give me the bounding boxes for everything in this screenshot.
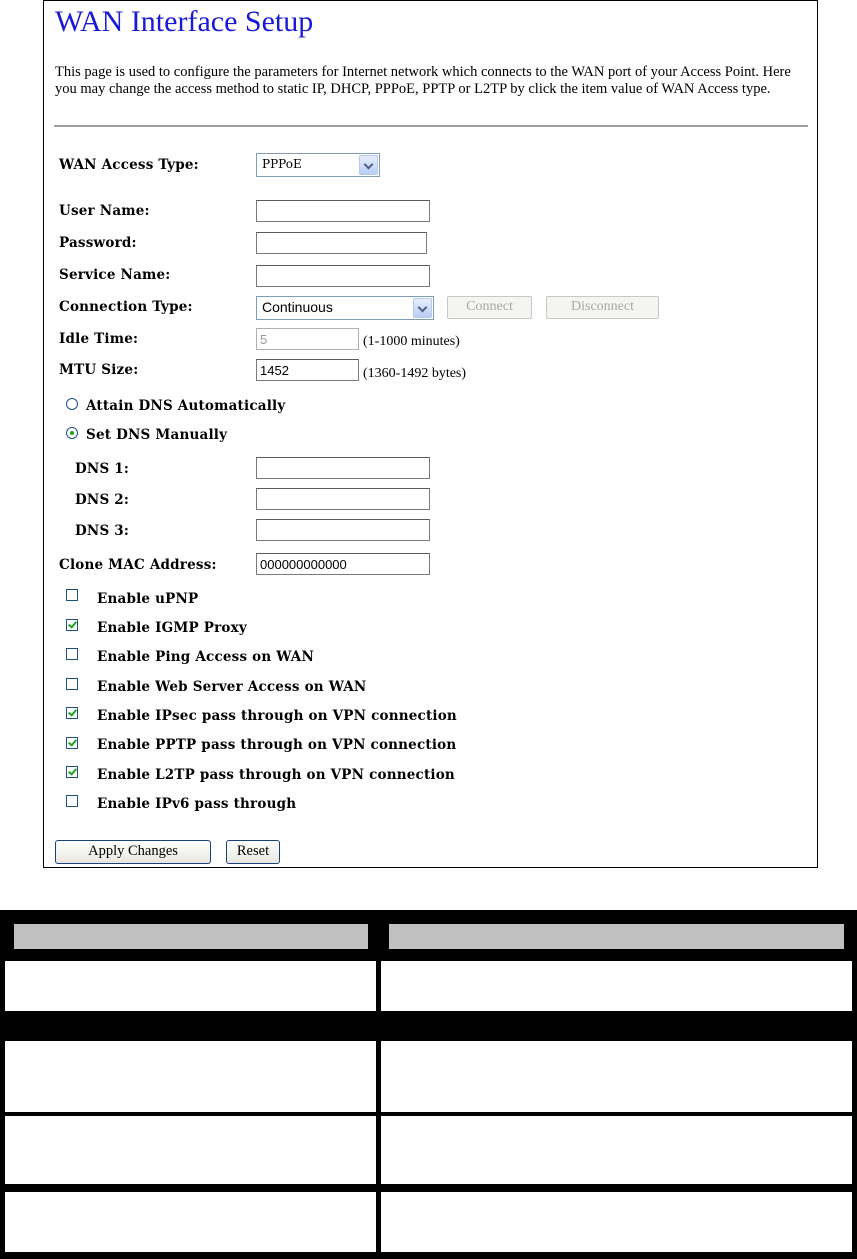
upnp-label: Enable uPNP [97, 591, 199, 607]
ipv6-passthrough-label: Enable IPv6 pass through [97, 796, 297, 812]
mtu-size-input[interactable] [256, 359, 359, 381]
service-name-label: Service Name: [59, 267, 171, 283]
connection-type-label: Connection Type: [59, 299, 193, 315]
mtu-size-hint: (1360-1492 bytes) [363, 366, 467, 381]
apply-changes-button[interactable]: Apply Changes [55, 840, 211, 864]
l2tp-passthrough-label: Enable L2TP pass through on VPN connection [97, 767, 455, 783]
divider [54, 125, 808, 127]
dns-auto-radio[interactable] [66, 398, 78, 410]
dns2-label: DNS 2: [75, 492, 130, 508]
pptp-passthrough-label: Enable PPTP pass through on VPN connection [97, 737, 457, 753]
wan-access-type-value: PPPoE [262, 157, 302, 171]
table-cell [381, 961, 852, 1011]
table-cell [5, 1192, 376, 1252]
table-cell [5, 1041, 376, 1112]
igmp-proxy-label: Enable IGMP Proxy [97, 620, 247, 636]
password-input[interactable] [256, 232, 427, 254]
ipv6-passthrough-checkbox[interactable] [66, 795, 78, 807]
table-header-cell [389, 924, 844, 949]
chevron-down-icon[interactable] [359, 155, 378, 175]
table-header-cell [14, 924, 368, 949]
connect-button[interactable]: Connect [447, 296, 532, 319]
page-description: This page is used to configure the parameters for Internet network which connects to the WAN port of your Access Point. Here you may change the access method to static IP, DHCP, PPPoE, PPTP or L2TP by click the item value of WAN Access type. [55, 64, 791, 97]
dns-manual-radio[interactable] [66, 427, 78, 439]
ipsec-passthrough-checkbox[interactable] [66, 707, 78, 719]
dns3-label: DNS 3: [75, 523, 130, 539]
idle-time-hint: (1-1000 minutes) [363, 334, 460, 349]
reset-button[interactable]: Reset [226, 840, 280, 864]
user-name-label: User Name: [59, 203, 150, 219]
web-server-access-label: Enable Web Server Access on WAN [97, 679, 367, 695]
page-title: WAN Interface Setup [55, 5, 314, 38]
table-cell [5, 1116, 376, 1184]
service-name-input[interactable] [256, 265, 430, 287]
ping-access-checkbox[interactable] [66, 648, 78, 660]
mtu-size-label: MTU Size: [59, 362, 139, 378]
wan-setup-panel [43, 0, 818, 868]
table-cell [5, 961, 376, 1011]
table-cell [381, 1116, 852, 1184]
clone-mac-label: Clone MAC Address: [59, 557, 217, 573]
wan-access-type-select[interactable] [256, 153, 380, 177]
table-cell [381, 1192, 852, 1252]
l2tp-passthrough-checkbox[interactable] [66, 766, 78, 778]
wan-access-type-label: WAN Access Type: [59, 157, 199, 173]
ipsec-passthrough-label: Enable IPsec pass through on VPN connection [97, 708, 457, 724]
disconnect-button[interactable]: Disconnect [546, 296, 659, 319]
description-table [0, 910, 857, 1259]
dns2-input[interactable] [256, 488, 430, 510]
idle-time-input[interactable] [256, 328, 359, 350]
dns1-input[interactable] [256, 457, 430, 479]
connection-type-value: Continuous [262, 299, 333, 315]
igmp-proxy-checkbox[interactable] [66, 619, 78, 631]
chevron-down-icon[interactable] [413, 298, 432, 318]
user-name-input[interactable] [256, 200, 430, 222]
ping-access-label: Enable Ping Access on WAN [97, 649, 314, 665]
idle-time-label: Idle Time: [59, 331, 139, 347]
upnp-checkbox[interactable] [66, 589, 78, 601]
dns3-input[interactable] [256, 519, 430, 541]
pptp-passthrough-checkbox[interactable] [66, 737, 78, 749]
connection-type-select[interactable] [256, 296, 434, 320]
table-cell [381, 1041, 852, 1112]
dns-auto-label: Attain DNS Automatically [86, 398, 286, 414]
dns1-label: DNS 1: [75, 461, 130, 477]
password-label: Password: [59, 235, 137, 251]
dns-manual-label: Set DNS Manually [86, 427, 228, 443]
web-server-access-checkbox[interactable] [66, 678, 78, 690]
clone-mac-input[interactable] [256, 553, 430, 575]
